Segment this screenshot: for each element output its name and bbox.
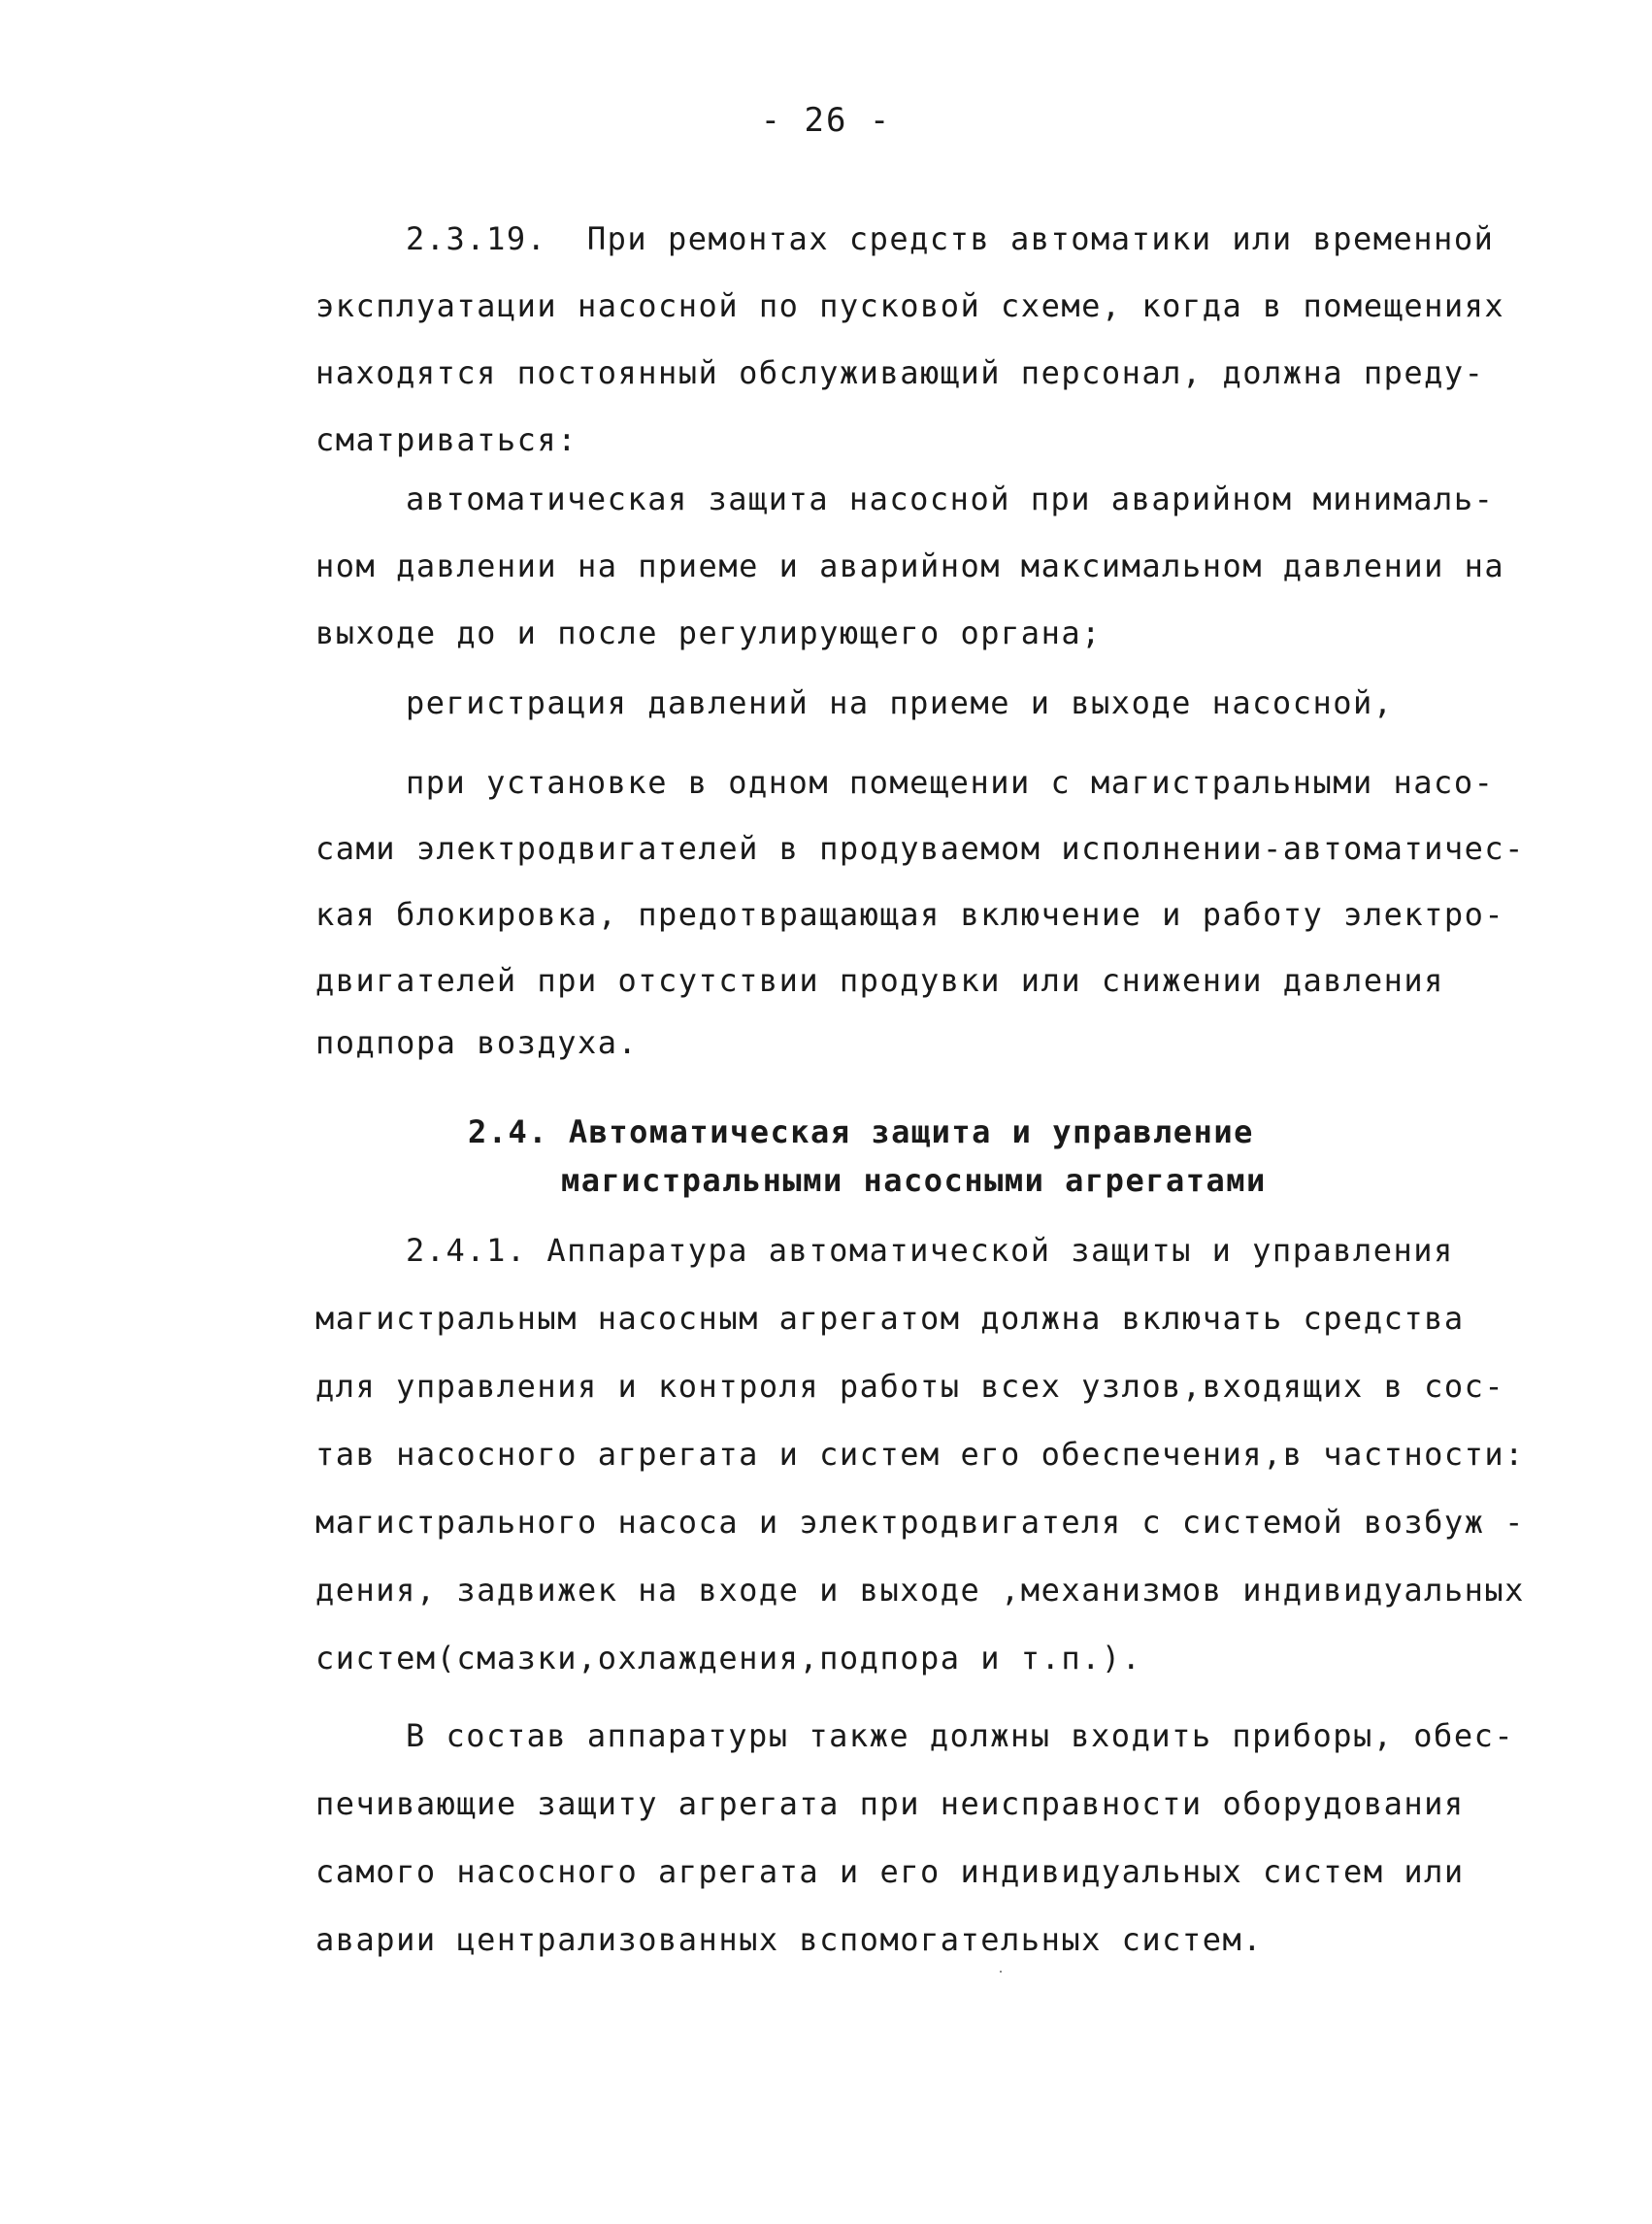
list-item-line: двигателей при отсутствии продувки или снижении давления bbox=[315, 962, 1444, 999]
paragraph-line: аварии централизованных вспомогательных систем. bbox=[315, 1921, 1263, 1958]
paragraph-line: эксплуатации насосной по пусковой схеме, когда в помещениях bbox=[315, 287, 1505, 324]
paragraph-line: самого насосного агрегата и его индивидуальных систем или bbox=[315, 1853, 1465, 1890]
section-heading: магистральными насосными агрегатами bbox=[561, 1162, 1267, 1199]
paragraph-line: магистральным насосным агрегатом должна включать средства bbox=[315, 1300, 1465, 1337]
paragraph-line: систем(смазки,охлаждения,подпора и т.п.). bbox=[315, 1640, 1142, 1676]
paragraph-line: 2.3.19. При ремонтах средств автоматики или временной bbox=[406, 220, 1495, 257]
scan-speck bbox=[1000, 1971, 1002, 1973]
paragraph-line: сматриваться: bbox=[315, 421, 578, 458]
paragraph-line: для управления и контроля работы всех узлов,входящих в сос- bbox=[315, 1368, 1505, 1405]
paragraph-line: находятся постоянный обслуживающий персонал, должна преду- bbox=[315, 354, 1485, 391]
paragraph-line: тав насосного агрегата и систем его обеспечения,в частности: bbox=[315, 1436, 1525, 1473]
list-item-line: выходе до и после регулирующего органа; bbox=[315, 614, 1102, 651]
page-number: - 26 - bbox=[760, 101, 892, 140]
section-heading: 2.4. Автоматическая защита и управление bbox=[468, 1113, 1254, 1150]
paragraph-line: В состав аппаратуры также должны входить приборы, обес- bbox=[406, 1717, 1515, 1754]
list-item-line: регистрация давлений на приеме и выходе насосной, bbox=[406, 684, 1394, 721]
paragraph-line: 2.4.1. Аппаратура автоматической защиты и управления bbox=[406, 1232, 1454, 1269]
list-item-line: сами электродвигателей в продуваемом исполнении-автоматичес- bbox=[315, 830, 1525, 867]
list-item-line: подпора воздуха. bbox=[315, 1024, 639, 1061]
paragraph-line: печивающие защиту агрегата при неисправности оборудования bbox=[315, 1785, 1465, 1822]
list-item-line: ном давлении на приеме и аварийном максимальном давлении на bbox=[315, 548, 1505, 584]
paragraph-line: дения, задвижек на входе и выходе ,механизмов индивидуальных bbox=[315, 1572, 1525, 1609]
list-item-line: кая блокировка, предотвращающая включение и работу электро- bbox=[315, 896, 1505, 933]
paragraph-line: магистрального насоса и электродвигателя с системой возбуж - bbox=[315, 1504, 1525, 1541]
list-item-line: при установке в одном помещении с магистральными насо- bbox=[406, 764, 1495, 801]
list-item-line: автоматическая защита насосной при аварийном минималь- bbox=[406, 481, 1495, 517]
